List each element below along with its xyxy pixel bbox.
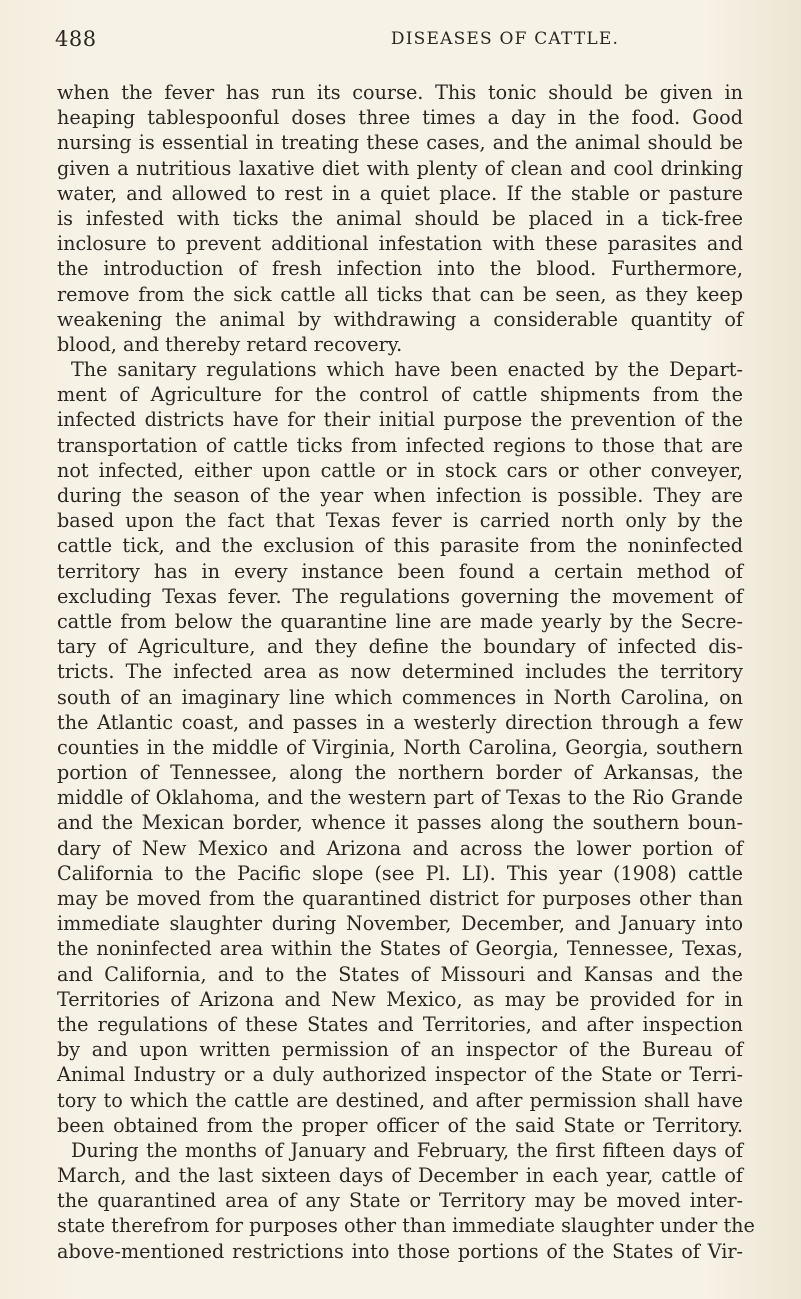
text-line: dary of New Mexico and Arizona and across the lower portion of <box>57 836 743 860</box>
text-line: when the fever has run its course. This tonic should be given in <box>57 81 743 104</box>
text-line: inclosure to prevent additional infestation with these parasites and <box>57 232 743 256</box>
text-line: excluding Texas fever. The regulations governing the movement of <box>57 584 743 608</box>
text-line: and California, and to the States of Missouri and Kansas and the <box>57 962 743 986</box>
text-line: not infected, either upon cattle or in stock cars or other conveyer, <box>57 458 743 482</box>
text-line: middle of Oklahoma, and the western part of Texas to the Rio Grande <box>57 786 743 810</box>
text-line: transportation of cattle ticks from infected regions to those that are <box>57 433 743 457</box>
text-line: the introduction of fresh infection into the blood. Furthermore, <box>57 257 743 281</box>
text-line: water, and allowed to rest in a quiet place. If the stable or pasture <box>57 181 743 205</box>
text-line: and the Mexican border, whence it passes along the southern boun- <box>57 811 743 835</box>
text-line: tory to which the cattle are destined, and after permission shall have <box>57 1088 743 1112</box>
text-line: immediate slaughter during November, December, and January into <box>57 912 743 936</box>
page-number: 488 <box>55 27 97 51</box>
text-line: Animal Industry or a duly authorized inspector of the State or Terri- <box>57 1063 743 1087</box>
text-line: blood, and thereby retard recovery. <box>57 332 403 356</box>
text-line: state therefrom for purposes other than immediate slaughter under the <box>57 1214 755 1238</box>
text-line: Territories of Arizona and New Mexico, as may be provided for in <box>57 987 743 1011</box>
text-line: During the months of January and February, the first fifteen days of <box>71 1138 743 1162</box>
text-line: the quarantined area of any State or Territory may be moved inter- <box>57 1189 743 1213</box>
text-line: during the season of the year when infection is possible. They are <box>57 484 743 507</box>
text-line: above-mentioned restrictions into those portions of the States of Vir- <box>57 1239 743 1263</box>
text-line: the regulations of these States and Territories, and after inspection <box>57 1012 743 1036</box>
text-line: cattle tick, and the exclusion of this parasite from the noninfected <box>57 534 743 558</box>
text-line: given a nutritious laxative diet with plenty of clean and cool drinking <box>57 156 743 180</box>
text-line: March, and the last sixteen days of December in each year, cattle of <box>57 1164 743 1188</box>
text-line: nursing is essential in treating these cases, and the animal should be <box>57 131 743 155</box>
text-line: weakening the animal by withdrawing a considerable quantity of <box>57 307 743 331</box>
text-line: infected districts have for their initial purpose the prevention of the <box>57 408 743 432</box>
text-line: ment of Agriculture for the control of cattle shipments from the <box>57 383 743 407</box>
text-line: may be moved from the quarantined district for purposes other than <box>57 887 743 910</box>
text-line: is infested with ticks the animal should be placed in a tick-free <box>57 206 743 230</box>
text-line: the Atlantic coast, and passes in a westerly direction through a few <box>57 710 743 734</box>
text-line: counties in the middle of Virginia, North Carolina, Georgia, southern <box>57 735 743 759</box>
text-line: south of an imaginary line which commences in North Carolina, on <box>57 685 743 709</box>
running-head: DISEASES OF CATTLE. <box>390 29 620 49</box>
text-line: tary of Agriculture, and they define the boundary of infected dis- <box>57 635 743 659</box>
text-line: cattle from below the quarantine line are made yearly by the Secre- <box>57 609 743 633</box>
text-line: been obtained from the proper officer of the said State or Territory. <box>57 1113 743 1137</box>
body-text <box>57 80 755 1264</box>
text-line: based upon the fact that Texas fever is carried north only by the <box>57 509 743 533</box>
text-line: The sanitary regulations which have been enacted by the Depart- <box>71 358 743 382</box>
text-line: portion of Tennessee, along the northern border of Arkansas, the <box>57 761 743 785</box>
text-line: remove from the sick cattle all ticks that can be seen, as they keep <box>57 282 743 306</box>
page-header <box>55 27 755 57</box>
text-line: California to the Pacific slope (see Pl. LI). This year (1908) cattle <box>57 861 743 885</box>
text-line: the noninfected area within the States of Georgia, Tennessee, Texas, <box>57 937 743 961</box>
text-line: territory has in every instance been found a certain method of <box>57 559 743 583</box>
text-line: tricts. The infected area as now determined includes the territory <box>57 660 743 684</box>
text-line: heaping tablespoonful doses three times a day in the food. Good <box>57 106 743 130</box>
text-line: by and upon written permission of an inspector of the Bureau of <box>57 1038 743 1062</box>
